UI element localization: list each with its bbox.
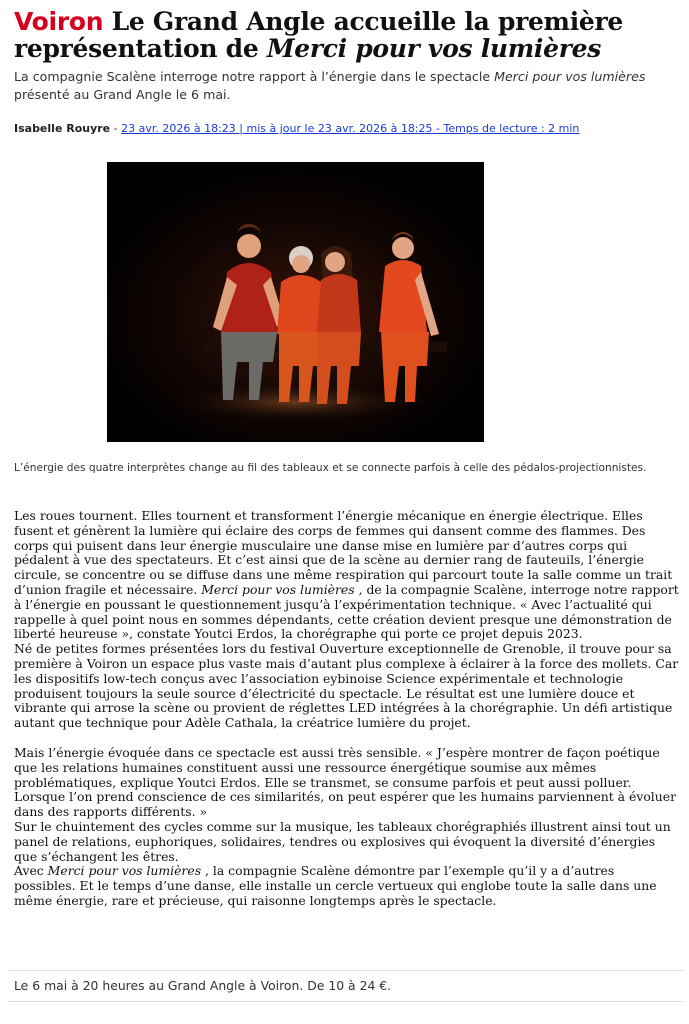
body-paragraph <box>14 509 679 642</box>
article-header <box>14 8 679 136</box>
article-lead <box>14 68 679 104</box>
body-paragraph: Né de petites formes présentées lors du festival Ouverture exceptionnelle de Grenoble, il trouve pour sa première à Voiron un espace plus vaste mais d’autant plus complexe à éclairer à la force des mollets. Car les dispositifs low-tech conçus avec l’association eybinoise Science expérimentale et technologie produisent toujours la seule source d’électricité du spectacle. Le résultat est une lumière douce et vibrante qui arrose la scène ou provient de réglettes LED intégrées à la chorégraphie. Un défi artistique autant que technique pour Adèle Cathala, la créatrice lumière du projet. <box>14 641 679 731</box>
practical-info-box <box>8 970 684 1002</box>
photo-caption: L’énergie des quatre interprètes change au fil des tableaux et se connecte parfois à celle des pédalos-projectionnistes. <box>14 462 647 474</box>
byline-separator: - <box>110 122 122 135</box>
byline <box>14 122 679 136</box>
paragraph-text: , de la compagnie Scalène, interroge notre rapport à l’énergie en poussant le questionnement jusqu’à l’expérimentation technique. « Avec l’actualité qui rappelle à quel point nous en sommes dépendants, cette création devient presque une démonstration de liberté heureuse », constate Youtci Erdos, la chorégraphe qui porte ce projet depuis 2023. <box>14 581 679 642</box>
title-text: Le Grand Angle accueille la première représentation de <box>14 7 623 63</box>
dancers-photo-illustration <box>107 162 484 442</box>
paragraph-text: , la compagnie Scalène démontre par l’exemple qu’il y a d’autres possibles. Et le temps d’une danse, elle installe un cercle vertueux qui englobe toute la salle dans une même énergie, rare et précieuse, qui raisonne longtemps après le spectacle. <box>14 863 657 908</box>
body-paragraph <box>14 864 679 908</box>
publish-date-link[interactable]: 23 avr. 2026 à 18:23 | mis à jour le 23 avr. 2026 à 18:25 - Temps de lecture : 2 min <box>121 122 580 135</box>
title-show-name: Merci pour vos lumières <box>266 34 601 63</box>
show-name: Merci pour vos lumières <box>201 581 355 597</box>
lead-text-start: La compagnie Scalène interroge notre rapport à l’énergie dans le spectacle <box>14 69 495 84</box>
lead-show-name: Merci pour vos lumières <box>494 69 646 84</box>
body-paragraph: Mais l’énergie évoquée dans ce spectacle est aussi très sensible. « J’espère montrer de façon poétique que les relations humaines constituent aussi une ressource énergétique soumise aux mêmes problématiques, explique Youtci Erdos. Elle se transmet, se consume parfois et peut aussi polluer. Lorsque l’on prend conscience de ces similarités, on peut espérer que les humains parviennent à évoluer dans des rapports différents. » <box>14 744 676 820</box>
body-paragraph: Sur le chuintement des cycles comme sur la musique, les tableaux chorégraphiés illustrent ainsi tout un panel de relations, euphoriques, solidaires, tendres ou explosives qui évoquent la diversité d’énergies que s’échangent les êtres. <box>14 818 671 864</box>
article-body <box>14 509 679 909</box>
practical-info-text: Le 6 mai à 20 heures au Grand Angle à Voiron. De 10 à 24 €. <box>14 978 392 993</box>
paragraph-text: Avec <box>14 863 48 879</box>
article-title <box>14 8 679 62</box>
author-name: Isabelle Rouyre <box>14 122 111 135</box>
article-photo <box>107 162 484 442</box>
location-kicker: Voiron <box>14 7 104 36</box>
paragraph-text: Les roues tournent. Elles tournent et transforment l’énergie mécanique en énergie électrique. Elles fusent et génèrent la lumière qui éclaire des corps de femmes qui dansent comme des flammes. Des corps qui puisent dans leur énergie musculaire une danse mise en lumière par d’autres corps qui pédalent à vue des spectateurs. Et c’est ainsi que de la scène au dernier rang de fauteuils, l’énergie circule, se concentre ou se diffuse dans une même respiration qui parcourt toute la salle comme un trait d’union fragile et nécessaire. <box>14 508 673 597</box>
lead-text-end: présenté au Grand Angle le 6 mai. <box>14 87 231 102</box>
show-name: Merci pour vos lumières <box>47 863 202 879</box>
